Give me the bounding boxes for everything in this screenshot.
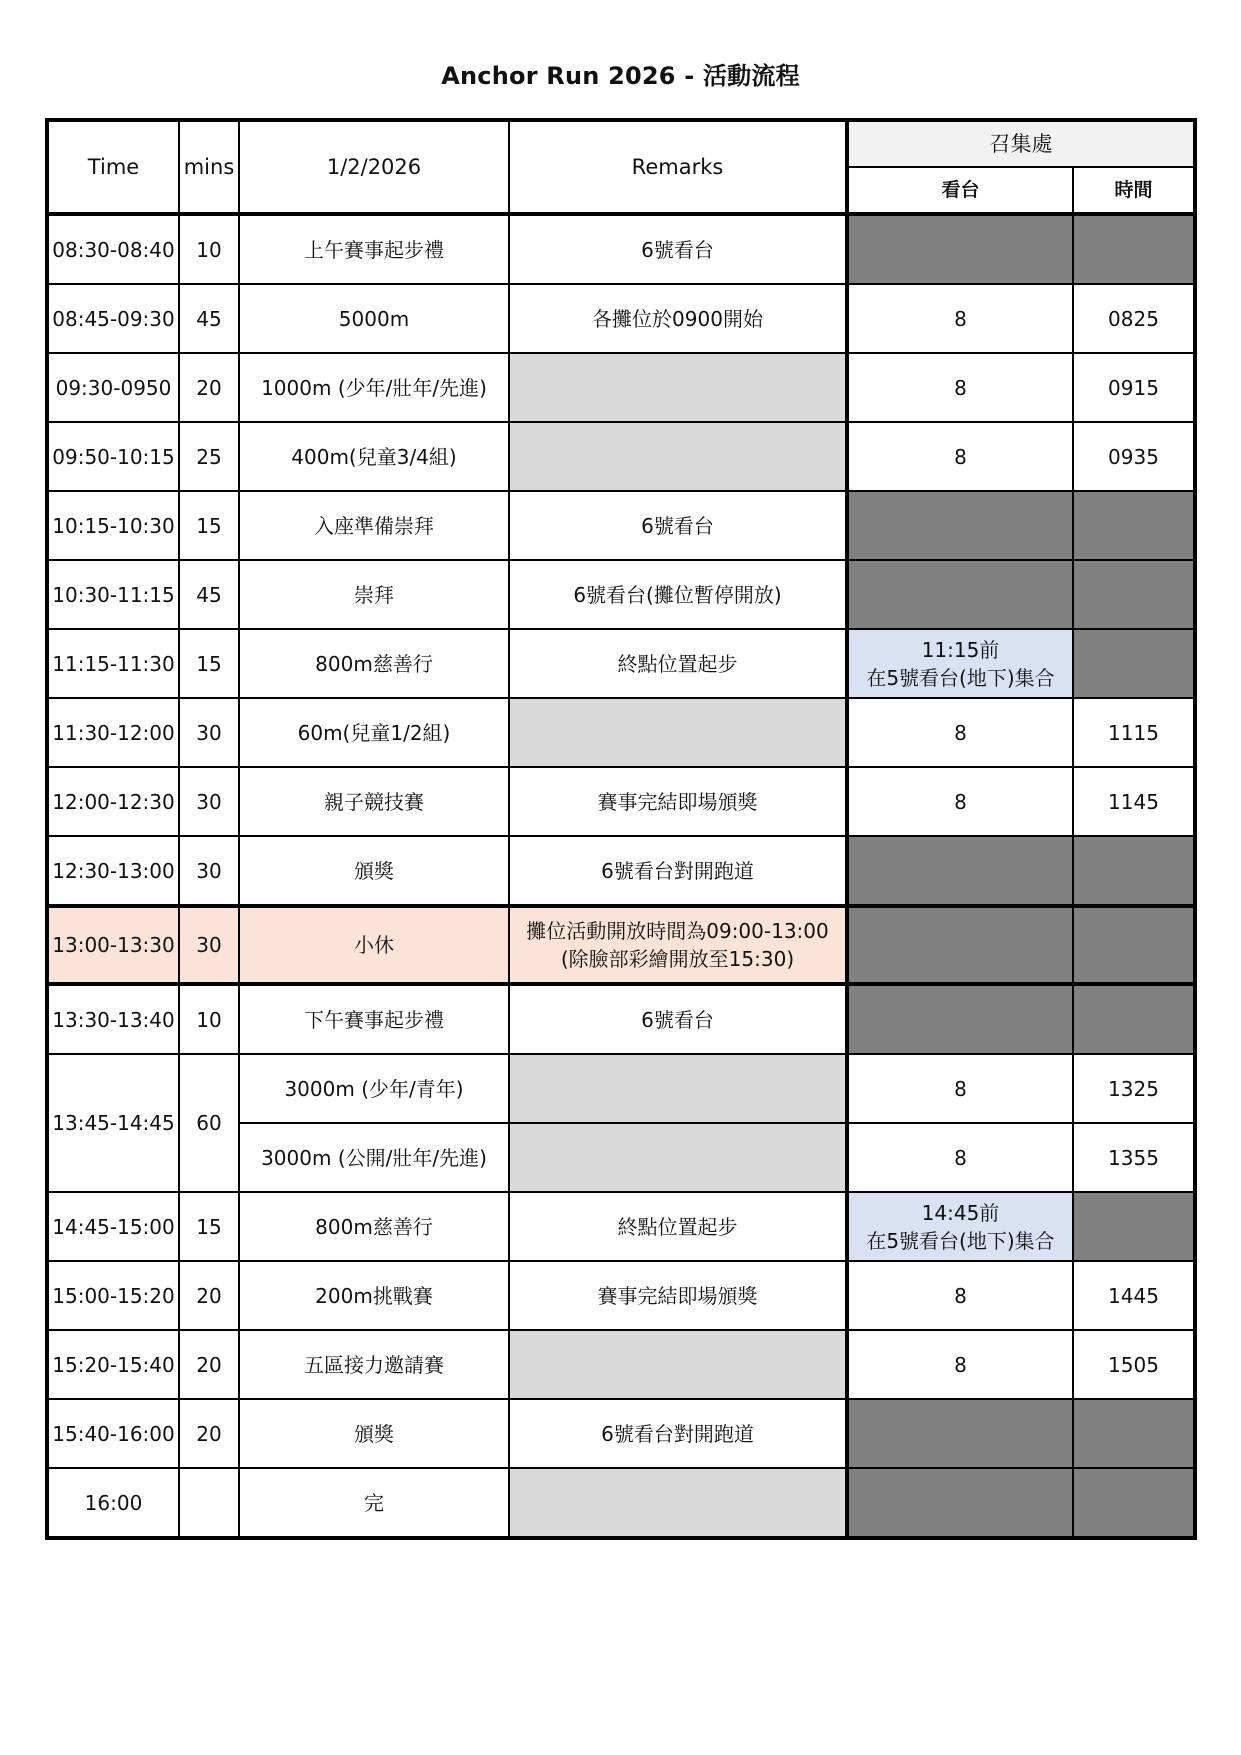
header-mins: mins — [179, 120, 239, 214]
stand-cell: 8 — [847, 1330, 1073, 1399]
remarks-cell: 賽事完結即場頒獎 — [509, 1261, 847, 1330]
assembly-time-cell: 1115 — [1073, 698, 1195, 767]
header-time: Time — [47, 120, 179, 214]
header-remarks: Remarks — [509, 120, 847, 214]
stand-note-line2: 在5號看台(地下)集合 — [866, 1228, 1055, 1253]
stand-note-line1: 11:15前 — [921, 637, 1000, 662]
mins-cell: 30 — [179, 767, 239, 836]
remarks-cell: 終點位置起步 — [509, 629, 847, 698]
time-cell: 13:30-13:40 — [47, 984, 179, 1054]
stand-cell: 8 — [847, 1123, 1073, 1192]
event-cell: 親子競技賽 — [239, 767, 509, 836]
event-cell: 3000m (公開/壯年/先進) — [239, 1123, 509, 1192]
time-cell: 15:40-16:00 — [47, 1399, 179, 1468]
table-row — [47, 1330, 1195, 1399]
table-row — [47, 984, 1195, 1054]
assembly-time-cell — [1073, 836, 1195, 906]
mins-cell: 15 — [179, 491, 239, 560]
assembly-time-cell: 0915 — [1073, 353, 1195, 422]
event-cell: 上午賽事起步禮 — [239, 214, 509, 284]
time-cell: 16:00 — [47, 1468, 179, 1538]
time-cell: 14:45-15:00 — [47, 1192, 179, 1261]
table-row — [47, 284, 1195, 353]
header-assembly: 召集處 — [847, 120, 1195, 167]
stand-cell: 8 — [847, 353, 1073, 422]
event-cell: 下午賽事起步禮 — [239, 984, 509, 1054]
remarks-cell: 6號看台 — [509, 984, 847, 1054]
remarks-line1: 攤位活動開放時間為09:00-13:00 — [526, 919, 829, 943]
mins-cell: 60 — [179, 1054, 239, 1192]
stand-cell — [847, 1399, 1073, 1468]
mins-cell: 45 — [179, 560, 239, 629]
event-cell: 60m(兒童1/2組) — [239, 698, 509, 767]
stand-cell — [847, 491, 1073, 560]
assembly-time-cell: 1505 — [1073, 1330, 1195, 1399]
event-cell: 800m慈善行 — [239, 629, 509, 698]
time-cell: 08:30-08:40 — [47, 214, 179, 284]
remarks-cell — [509, 1123, 847, 1192]
assembly-time-cell — [1073, 629, 1195, 698]
stand-cell — [847, 1468, 1073, 1538]
mins-cell: 15 — [179, 1192, 239, 1261]
mins-cell: 15 — [179, 629, 239, 698]
stand-cell — [847, 560, 1073, 629]
event-cell: 800m慈善行 — [239, 1192, 509, 1261]
stand-cell — [847, 906, 1073, 984]
page-title: Anchor Run 2026 - 活動流程 — [441, 62, 800, 90]
table-row — [47, 836, 1195, 906]
event-cell: 3000m (少年/青年) — [239, 1054, 509, 1123]
stand-cell — [847, 214, 1073, 284]
assembly-time-cell — [1073, 214, 1195, 284]
assembly-time-cell — [1073, 906, 1195, 984]
event-cell: 頒獎 — [239, 1399, 509, 1468]
stand-cell: 8 — [847, 284, 1073, 353]
table-row — [47, 1054, 1195, 1123]
time-cell: 15:00-15:20 — [47, 1261, 179, 1330]
mins-cell — [179, 1468, 239, 1538]
time-cell: 13:00-13:30 — [47, 906, 179, 984]
event-cell: 五區接力邀請賽 — [239, 1330, 509, 1399]
assembly-time-cell: 0825 — [1073, 284, 1195, 353]
stand-note-line2: 在5號看台(地下)集合 — [866, 665, 1055, 690]
mins-cell: 30 — [179, 836, 239, 906]
table-row — [47, 1468, 1195, 1538]
table-row — [47, 698, 1195, 767]
mins-cell: 30 — [179, 698, 239, 767]
header-date: 1/2/2026 — [239, 120, 509, 214]
assembly-time-cell — [1073, 1468, 1195, 1538]
remarks-cell — [509, 1468, 847, 1538]
remarks-cell — [509, 1054, 847, 1123]
time-cell: 11:30-12:00 — [47, 698, 179, 767]
remarks-cell: 6號看台 — [509, 491, 847, 560]
stand-cell: 8 — [847, 422, 1073, 491]
remarks-cell: 6號看台 — [509, 214, 847, 284]
time-cell: 12:30-13:00 — [47, 836, 179, 906]
remarks-cell — [509, 1330, 847, 1399]
assembly-time-cell: 1445 — [1073, 1261, 1195, 1330]
stand-cell: 8 — [847, 1261, 1073, 1330]
remarks-cell — [509, 906, 847, 984]
table-row — [47, 1192, 1195, 1261]
time-cell: 09:30-0950 — [47, 353, 179, 422]
time-cell: 10:30-11:15 — [47, 560, 179, 629]
table-row — [47, 353, 1195, 422]
remarks-cell: 6號看台對開跑道 — [509, 836, 847, 906]
event-cell: 完 — [239, 1468, 509, 1538]
time-cell: 13:45-14:45 — [47, 1054, 179, 1192]
event-cell: 小休 — [239, 906, 509, 984]
table-row — [47, 422, 1195, 491]
stand-cell — [847, 836, 1073, 906]
remarks-cell — [509, 353, 847, 422]
time-cell: 15:20-15:40 — [47, 1330, 179, 1399]
stand-cell: 8 — [847, 1054, 1073, 1123]
time-cell: 11:15-11:30 — [47, 629, 179, 698]
table-row-break — [47, 906, 1195, 984]
remarks-cell — [509, 698, 847, 767]
stand-note-line1: 14:45前 — [921, 1200, 1000, 1225]
event-cell: 400m(兒童3/4組) — [239, 422, 509, 491]
mins-cell: 10 — [179, 214, 239, 284]
stand-cell: 8 — [847, 767, 1073, 836]
assembly-time-cell: 1145 — [1073, 767, 1195, 836]
table-row — [47, 560, 1195, 629]
mins-cell: 20 — [179, 1399, 239, 1468]
table-row — [47, 629, 1195, 698]
mins-cell: 25 — [179, 422, 239, 491]
assembly-time-cell: 0935 — [1073, 422, 1195, 491]
table-row — [47, 1399, 1195, 1468]
remarks-cell — [509, 422, 847, 491]
mins-cell: 20 — [179, 1330, 239, 1399]
assembly-time-cell — [1073, 491, 1195, 560]
remarks-cell: 終點位置起步 — [509, 1192, 847, 1261]
stand-cell — [847, 1192, 1073, 1261]
header-assembly-time: 時間 — [1073, 167, 1195, 214]
mins-cell: 45 — [179, 284, 239, 353]
table-row — [47, 767, 1195, 836]
event-cell: 1000m (少年/壯年/先進) — [239, 353, 509, 422]
time-cell: 09:50-10:15 — [47, 422, 179, 491]
event-cell: 崇拜 — [239, 560, 509, 629]
mins-cell: 20 — [179, 353, 239, 422]
assembly-time-cell — [1073, 560, 1195, 629]
event-cell: 頒獎 — [239, 836, 509, 906]
assembly-time-cell — [1073, 1192, 1195, 1261]
remarks-cell: 6號看台(攤位暫停開放) — [509, 560, 847, 629]
mins-cell: 20 — [179, 1261, 239, 1330]
assembly-time-cell — [1073, 984, 1195, 1054]
event-cell: 5000m — [239, 284, 509, 353]
remarks-line2: (除臉部彩繪開放至15:30) — [560, 947, 795, 971]
table-row — [47, 1261, 1195, 1330]
remarks-cell: 各攤位於0900開始 — [509, 284, 847, 353]
assembly-time-cell: 1355 — [1073, 1123, 1195, 1192]
event-cell: 200m挑戰賽 — [239, 1261, 509, 1330]
time-cell: 08:45-09:30 — [47, 284, 179, 353]
remarks-cell: 6號看台對開跑道 — [509, 1399, 847, 1468]
table-row — [47, 214, 1195, 284]
table-row — [47, 491, 1195, 560]
time-cell: 12:00-12:30 — [47, 767, 179, 836]
mins-cell: 30 — [179, 906, 239, 984]
stand-cell: 8 — [847, 698, 1073, 767]
time-cell: 10:15-10:30 — [47, 491, 179, 560]
event-cell: 入座準備崇拜 — [239, 491, 509, 560]
assembly-time-cell: 1325 — [1073, 1054, 1195, 1123]
header-stand: 看台 — [847, 167, 1073, 214]
remarks-cell: 賽事完結即場頒獎 — [509, 767, 847, 836]
mins-cell: 10 — [179, 984, 239, 1054]
assembly-time-cell — [1073, 1399, 1195, 1468]
schedule-table — [45, 118, 1197, 1540]
stand-cell — [847, 629, 1073, 698]
stand-cell — [847, 984, 1073, 1054]
